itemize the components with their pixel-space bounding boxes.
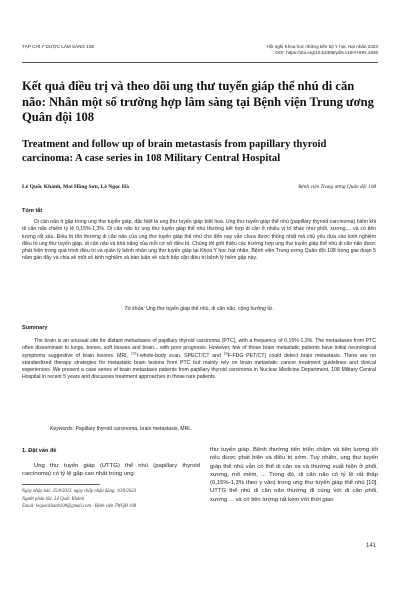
section-1-heading: 1. Đặt vấn đề [22, 448, 57, 454]
keywords-vi-text: Ung thư tuyến giáp thể nhú, di căn não, cộng hưởng từ. [146, 306, 274, 312]
page-number: 141 [365, 543, 376, 549]
header-right [267, 44, 378, 57]
doi-link[interactable]: DOI: https://doi.org/10.52389/ydls.v18iYHHN.1936 [275, 50, 378, 56]
summary-heading: Summary [22, 325, 48, 331]
keywords-en-text: Papillary thyroid carcinoma, brain metastasis, MRI. [75, 426, 192, 432]
superscript-131: 131 [130, 350, 137, 355]
conference-name: Hội nghị Khoa học những tiến bộ Y học Hạt nhân 2023 [266, 44, 378, 49]
abstract-vi-heading: Tóm tắt [22, 208, 43, 214]
corresponding-author: Người phản hồi: Lê Quốc Khánh [22, 496, 84, 502]
summary-text-2: I-whole-body scan, SPECT/CT and [136, 352, 224, 359]
section-1-left-column: Ung thư tuyến giáp (UTTG) thể nhú (papillary thyroid carcinoma) có tỷ lệ gặp cao nhất trong ung [22, 463, 200, 478]
author-email[interactable]: Email: lequockhanh108@gmail.com - Bệnh viện TWQĐ 108 [22, 504, 137, 510]
title-english: Treatment and follow up of brain metastasis from papillary thyroid carcinoma: A case series in 108 Military Central Hospital [22, 139, 327, 164]
keywords-vi-label: Từ khóa: [124, 306, 145, 312]
section-1-right-column: thư tuyến giáp. Bệnh thường tiến triển chậm và tiên lượng tốt nếu được phát hiện và điều trị sớm. Tuy nhiên, ung thư tuyến giáp thể nhú vẫn có thể di căn xa và thường xuất hiện ở phổi, xương, mô mềm, ... Trong đó, di căn não có tỷ lệ rất thấp (0,15%-1,3% theo y văn) trong ung thư tuyến giáp thể nhú [10]. UTTG thể nhú di căn não thường đi cùng với di căn phổi, xương ... và có tiên lượng rất kém với thời gian [210, 447, 378, 503]
received-date: Ngày nhận bài: 25/8/2023, ngày chấp nhận đăng: 10/9/2023 [22, 489, 136, 494]
summary-text-1: The brain is an unusual site for distant metastases of papillary thyroid carcinoma (PTC), with a frequency of 0.15%-1.3%. The metastases from PTC often disseminate to lungs, bones, soft tissues and brain... with poor prognosis. However, few of those brain metastatic patients have initial neurological symptoms suggestive of brain lesions. MRI, [22, 338, 376, 359]
title-vietnamese: Kết quả điều trị và theo dõi ung thư tuyến giáp thể nhú di căn não: Nhân một số trường hợp lâm sàng tại Bệnh viện Trung ương Quân đội 108 [22, 79, 374, 125]
author-list: Lê Quốc Khánh, Mai Hồng Sơn, Lê Ngọc Hà [22, 184, 129, 190]
affiliation: Bệnh viện Trung ương Quân đội 108 [298, 184, 376, 190]
running-header [22, 44, 378, 63]
keywords-en-label: Keywords: [50, 426, 74, 432]
footnote-divider [22, 484, 100, 485]
journal-name: TẠP CHÍ Y DƯỢC LÂM SÀNG 108 [22, 44, 94, 49]
summary-text-3: F-FDG PET/CT) could detect brain metastasis. There are no standardized therapy strategies for metastatic brain lesions from PTC but mainly rely on brain metastatic cancer treatment guidelines and clinical experiences. We present a case series of brain metastasis patients from papillary thyroid carcinoma in Nuclear Medicine Department, 108 Military Central Hospital in recent 5 years and discusses treatment approaches in those rare patients. [22, 352, 376, 381]
abstract-vi-body: Di căn não ít gặp trong ung thư tuyến giáp, đặc biệt là ung thư tuyến giáp biệt hoá. Ung thư tuyến giáp thể nhú (papillary thyroid carcinoma) hiếm khi di căn não chiếm tỷ lệ 0,15%-1,3%. Di căn não từ ung thư tuyến giáp thể nhú thường kết hợp di căn ở nhiều vị trí khác như phổi, xương,... và có tiên lượng rất xấu. Điều trị tổn thương di căn não của ung thư tuyến giáp thể nhú cho đến nay vẫn chưa được thống nhất mà chủ yếu dựa vào kinh nghiệm điều trị ung thư tuyến giáp, di căn não và khả năng của mỗi cơ sở điều trị. Chúng tôi giới thiệu các trường hợp ung thư tuyến giáp thể nhú di căn não được phát hiện trong quá trình điều trị và quản lý bệnh nhân ung thư tuyến giáp tại Khoa Y học hạt nhân, Bệnh viện Trung ương Quân đội 108 trong giai đoạn 5 năm gần đây và chia sẻ một số kinh nghiệm và bàn luận về cách tiếp cận điều trị bệnh lý hiếm gặp này. [22, 219, 376, 262]
keywords-vi [22, 306, 376, 313]
footnote [22, 488, 202, 511]
superscript-18: 18 [223, 350, 228, 355]
keywords-en [22, 426, 376, 433]
summary-body [22, 338, 376, 382]
